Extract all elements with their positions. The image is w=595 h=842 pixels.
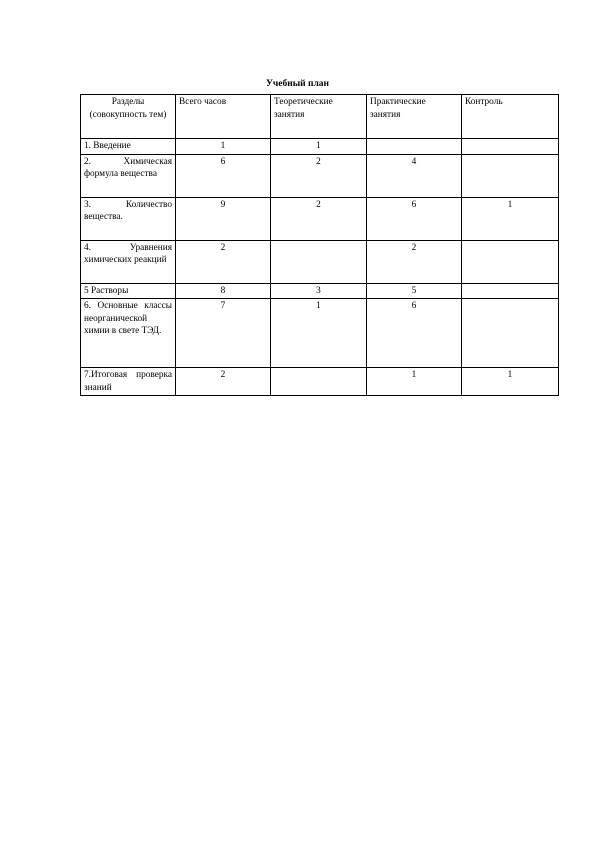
row-total: 6 [176,154,271,197]
table-row [81,240,559,283]
row-total: 7 [176,299,271,368]
row-theory: 3 [271,283,367,299]
row-section: 3. Количество вещества. [81,197,176,240]
table-row [81,154,559,197]
row-section: 5 Растворы [81,283,176,299]
table-row [81,299,559,368]
row-practice: 4 [367,154,462,197]
header-theory: Теоретические занятия [271,95,367,139]
row-control [462,154,559,197]
table-row [81,283,559,299]
row-section: 6. Основные классы неорганической химии в свете ТЭД. [81,299,176,368]
table-row [81,139,559,155]
header-total-hours: Всего часов [176,95,271,139]
row-control [462,299,559,368]
row-theory: 1 [271,139,367,155]
row-theory: 1 [271,299,367,368]
row-control [462,283,559,299]
row-total: 9 [176,197,271,240]
header-practice: Практические занятия [367,95,462,139]
row-control: 1 [462,197,559,240]
header-control: Контроль [462,95,559,139]
row-practice: 2 [367,240,462,283]
table-row [81,197,559,240]
row-practice [367,139,462,155]
row-total: 2 [176,368,271,396]
row-practice: 5 [367,283,462,299]
row-theory: 2 [271,197,367,240]
row-section: 2. Химическая формула вещества [81,154,176,197]
row-control [462,240,559,283]
row-section: 4. Уравнения химических реакций [81,240,176,283]
row-practice: 1 [367,368,462,396]
row-control: 1 [462,368,559,396]
row-practice: 6 [367,197,462,240]
row-total: 8 [176,283,271,299]
header-section: Разделы (совокупность тем) [81,95,176,139]
row-theory [271,368,367,396]
row-section: 7.Итоговая проверка знаний [81,368,176,396]
row-total: 1 [176,139,271,155]
row-theory: 2 [271,154,367,197]
table-header-row [81,95,559,139]
curriculum-table [80,94,559,396]
row-total: 2 [176,240,271,283]
document-title: Учебный план [265,79,330,89]
row-section: 1. Введение [81,139,176,155]
row-practice: 6 [367,299,462,368]
table-row [81,368,559,396]
row-theory [271,240,367,283]
row-control [462,139,559,155]
